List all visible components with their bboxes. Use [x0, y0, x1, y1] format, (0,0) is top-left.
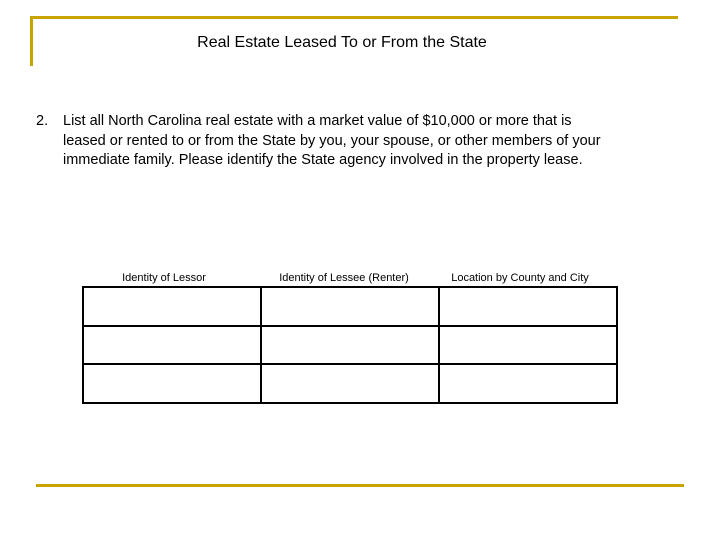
- table-cell-lessor[interactable]: [83, 326, 261, 365]
- question-item: [36, 112, 616, 171]
- table-row: [83, 326, 617, 365]
- column-header-location: Location by County and City: [451, 272, 589, 284]
- table-row: [83, 287, 617, 326]
- bottom-accent-rule: [36, 484, 684, 487]
- disclosure-table: [82, 286, 618, 404]
- top-accent-rule: [30, 16, 678, 19]
- table-cell-lessor[interactable]: [83, 364, 261, 403]
- table-row: [83, 364, 617, 403]
- table-cell-lessee[interactable]: [261, 326, 439, 365]
- column-header-lessor: Identity of Lessor: [122, 272, 206, 284]
- table-cell-lessee[interactable]: [261, 287, 439, 326]
- table-cell-lessor[interactable]: [83, 287, 261, 326]
- table-cell-location[interactable]: [439, 287, 617, 326]
- question-number: 2.: [36, 113, 49, 129]
- table-cell-location[interactable]: [439, 364, 617, 403]
- table-cell-lessee[interactable]: [261, 364, 439, 403]
- table-cell-location[interactable]: [439, 326, 617, 365]
- column-header-lessee: Identity of Lessee (Renter): [279, 272, 409, 284]
- question-text: List all North Carolina real estate with a market value of $10,000 or more that is leased or rented to or from the State by you, your spouse, or other members of your immediate family. Please identify the State agency involved in the property lease.: [63, 113, 601, 168]
- slide-title: Real Estate Leased To or From the State: [197, 34, 487, 51]
